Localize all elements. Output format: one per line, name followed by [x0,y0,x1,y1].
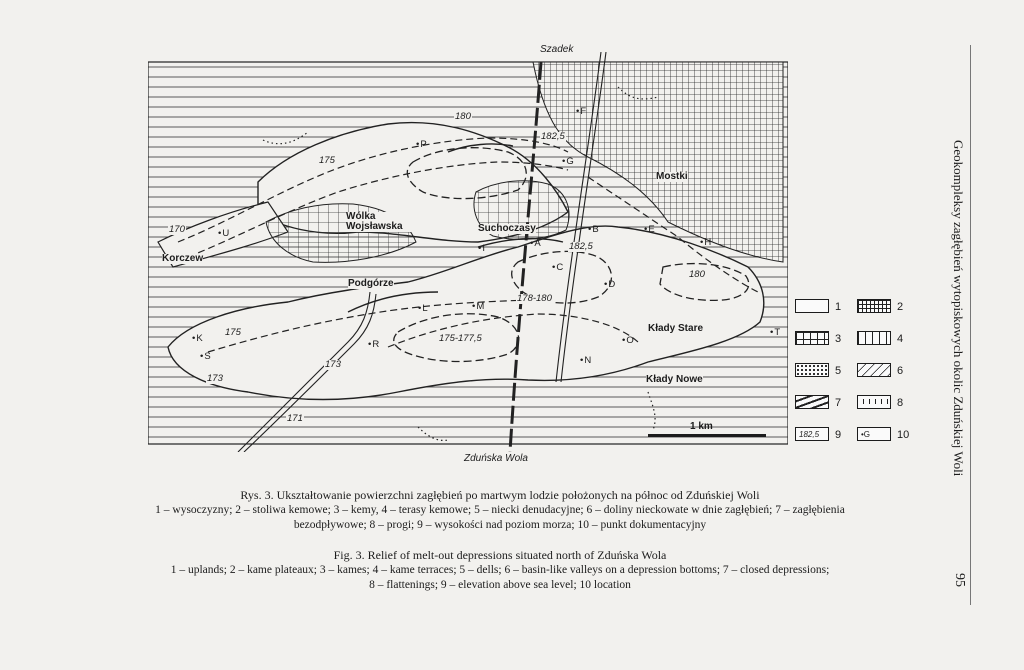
caption-en-title: Fig. 3. Relief of melt-out depressions situated north of Zduńska Wola [333,548,667,562]
margin-rule [970,45,971,605]
elevation-label: 173 [325,359,341,370]
scale-label: 1 km [690,421,713,432]
legend-item-7: 7 [795,393,857,415]
running-head [948,140,970,560]
documentation-point: • E [644,225,655,235]
documentation-point: • P [416,140,427,150]
place-klady-nowe: Kłady Nowe [646,374,703,385]
documentation-point: • T [770,328,780,338]
place-szadek: Szadek [540,44,574,55]
legend-item-8: 8 [857,393,919,415]
elevation-label: 180 [689,269,705,280]
legend-item-4: 4 [857,329,919,351]
place-welka-wojslawska: Wólka Wojsławska [346,212,422,232]
legend-item-10: •G 10 [857,425,919,447]
legend-swatch-dashed-arrow [795,395,829,409]
legend-item-3: 3 [795,329,857,351]
page-number: 95 [952,573,967,587]
documentation-point: • R [368,340,379,350]
place-suchoczasy: Suchoczasy [478,223,536,234]
relief-map [148,44,788,464]
documentation-point: • A [530,239,541,249]
documentation-point: • M [472,302,484,312]
scale-line [648,434,766,437]
place-zdunska-wola: Zduńska Wola [464,453,528,464]
elevation-label: 178-180 [517,293,552,304]
documentation-point: • S [200,352,211,362]
elevation-label: 175 [225,327,241,338]
elevation-label: 175 [319,155,335,166]
documentation-point: • G [562,157,574,167]
legend-item-2: 2 [857,297,919,319]
elevation-label: 171 [287,413,303,424]
legend-swatch-label: 182,5 [795,427,829,441]
legend-item-1: 1 [795,297,857,319]
documentation-point: • C [552,263,563,273]
documentation-point: • L [418,304,428,314]
legend-swatch-dense-grid [857,299,891,313]
legend-item-6: 6 [857,361,919,383]
place-mostki: Mostki [656,171,688,182]
legend-swatch-grid [795,331,829,345]
elevation-label: 180 [455,111,471,122]
elevation-label: 175-177,5 [439,333,482,344]
documentation-point: • F [576,107,586,117]
caption-en-line2: 8 – flattenings; 9 – elevation above sea level; 10 location [369,579,631,591]
legend-swatch-plain [795,299,829,313]
legend-swatch-point: •G [857,427,891,441]
legend-item-9: 182,5 9 [795,425,857,447]
elevation-label: 173 [207,373,223,384]
legend-swatch-ticked [857,395,891,409]
legend-item-5: 5 [795,361,857,383]
documentation-point: • N [580,356,591,366]
caption-pl-line2: bezodpływowe; 8 – progi; 9 – wysokości nad poziom morza; 10 – punkt dokumentacyjny [293,519,707,531]
place-klady-stare: Kłady Stare [648,323,704,334]
documentation-point: • U [218,229,229,239]
documentation-point: • D [604,280,615,290]
documentation-point: • K [192,334,203,344]
documentation-point: • O [622,336,634,346]
legend-swatch-dots [795,363,829,377]
running-head-text: Geokompleksy zagłębień wytopiskowych okolic Zduńskiej Woli [951,140,966,477]
documentation-point: • B [588,225,599,235]
caption-pl-title: Rys. 3. Ukształtowanie powierzchni zagłębień po martwym lodzie położonych na północ od Zduńskiej Woli [240,488,760,502]
elevation-label: 182,5 [569,241,593,252]
caption-en-line1: 1 – uplands; 2 – kame plateaux; 3 – kames; 4 – kame terraces; 5 – dells; 6 – basin-like valleys on a depression bottoms; 7 – closed depressions; [170,564,830,576]
documentation-point: • I [478,244,485,254]
place-korczew: Korczew [162,253,204,264]
documentation-point: • H [700,238,711,248]
legend-swatch-vertical [857,331,891,345]
elevation-label: 170 [169,224,185,235]
place-podgorze: Podgórze [348,278,394,289]
map-legend [795,297,920,457]
caption-pl-line1: 1 – wysoczyzny; 2 – stoliwa kemowe; 3 – kemy, 4 – terasy kemowe; 5 – niecki denudacyjne; 6 – doliny nieckowate w dnie zagłębień; 7 – zagłębienia [155,504,845,516]
legend-swatch-dashed-diag [857,363,891,377]
elevation-label: 182,5 [541,131,565,142]
